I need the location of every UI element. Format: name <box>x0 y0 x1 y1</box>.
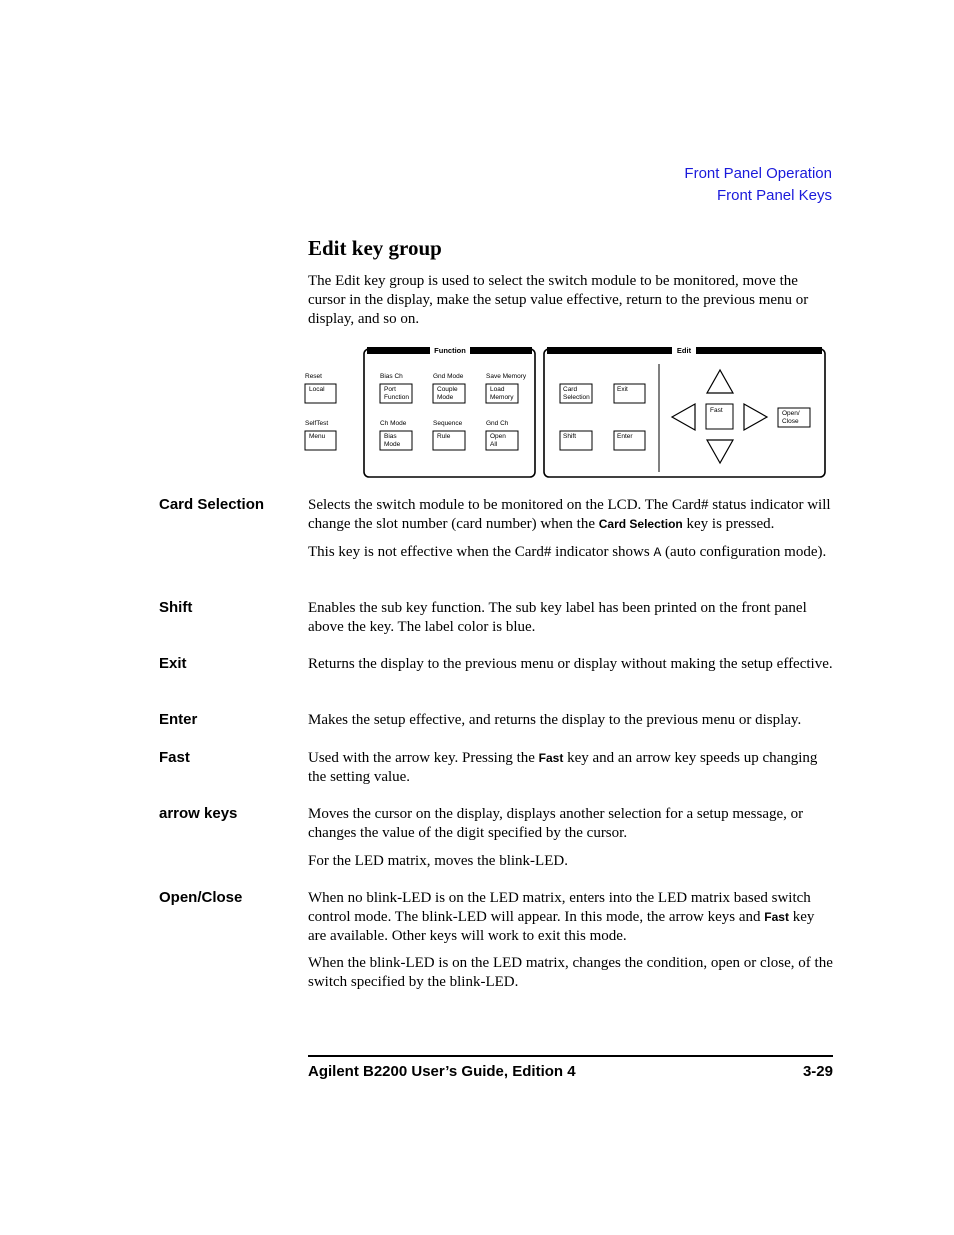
fast-key-label: Fast <box>710 407 723 414</box>
reset-label: Reset <box>305 373 322 380</box>
arrow-up-icon[interactable] <box>707 370 733 393</box>
exit-key-label: Exit <box>617 386 628 393</box>
rule-key-label: Rule <box>437 433 451 440</box>
arrow-down-icon[interactable] <box>707 440 733 463</box>
couple-mode-line2: Mode <box>437 394 454 401</box>
term-enter: Enter <box>159 711 198 728</box>
edit-label: Edit <box>676 346 692 355</box>
ch-mode-label: Ch Mode <box>380 420 407 427</box>
bias-ch-label: Bias Ch <box>380 373 403 380</box>
term-fast: Fast <box>159 749 190 766</box>
header-chapter: Front Panel Operation <box>684 165 832 182</box>
open-all-line2: All <box>490 441 498 448</box>
shift-key-label: Shift <box>563 433 577 440</box>
desc-arrow-keys-led: For the LED matrix, moves the blink-LED. <box>308 853 568 869</box>
desc-enter: Makes the setup effective, and returns the display to the previous menu or display. <box>308 712 802 728</box>
card-selection-line2: Selection <box>563 394 590 401</box>
desc-card-selection: Selects the switch module to be monitored on the LCD. The Card# status indicator will change the slot number (card number) when the Card Selection key is pressed. <box>308 497 831 532</box>
load-memory-line2: Memory <box>490 394 514 401</box>
front-panel-figure <box>300 344 830 480</box>
open-all-line1: Open <box>490 433 506 440</box>
term-arrow-keys: arrow keys <box>159 805 238 822</box>
save-memory-label: Save Memory <box>486 373 527 380</box>
desc-shift: Enables the sub key function. The sub key label has been printed on the front panel above the key. The label color is blue. <box>308 600 807 635</box>
term-shift: Shift <box>159 599 193 616</box>
bias-mode-line2: Mode <box>384 441 401 448</box>
couple-mode-line1: Couple <box>437 386 458 393</box>
load-memory-line1: Load <box>490 386 505 393</box>
local-key-label: Local <box>309 386 325 393</box>
bias-mode-line1: Bias <box>384 433 397 440</box>
desc-arrow-keys: Moves the cursor on the display, displays another selection for a setup message, or changes the value of the digit specified by the cursor. <box>308 806 804 841</box>
footer-guide-title: Agilent B2200 User’s Guide, Edition 4 <box>308 1063 576 1080</box>
inline-code-a: A <box>653 545 662 560</box>
desc-fast: Used with the arrow key. Pressing the Fast key and an arrow key speeds up changing the setting value. <box>308 750 818 785</box>
gnd-ch-label: Gnd Ch <box>486 420 509 427</box>
function-panel <box>364 349 535 477</box>
desc-open-close-blink: When the blink-LED is on the LED matrix, changes the condition, open or close, of the switch specified by the blink-LED. <box>308 955 833 990</box>
intro-paragraph: The Edit key group is used to select the switch module to be monitored, move the cursor in the display, make the setup value effective, return to the previous menu or display, and so on. <box>308 273 809 327</box>
menu-key-label: Menu <box>309 433 326 440</box>
footer-page-number: 3-29 <box>802 1063 833 1080</box>
desc-card-selection-note: This key is not effective when the Card# indicator shows A (auto configuration mode). <box>308 544 827 560</box>
open-close-line2: Close <box>782 418 799 425</box>
card-selection-line1: Card <box>563 386 578 393</box>
gnd-mode-label: Gnd Mode <box>433 373 464 380</box>
port-function-line1: Port <box>384 386 396 393</box>
footer-rule <box>308 1055 833 1057</box>
open-close-line1: Open/ <box>782 410 800 417</box>
inline-key-card-selection: Card Selection <box>598 517 683 531</box>
enter-key-label: Enter <box>617 433 633 440</box>
desc-open-close: When no blink-LED is on the LED matrix, enters into the LED matrix based switch control mode. The blink-LED will appear. In this mode, the arrow keys and Fast key are available. Other keys will work to exit this mode. <box>308 890 815 944</box>
function-label: Function <box>434 346 466 355</box>
term-card-selection: Card Selection <box>159 496 265 513</box>
section-title: Edit key group <box>308 236 442 260</box>
arrow-left-icon[interactable] <box>672 404 695 430</box>
desc-exit: Returns the display to the previous menu or display without making the setup effective. <box>308 656 833 672</box>
inline-key-fast-2: Fast <box>764 910 789 924</box>
selftest-label: SelfTest <box>305 420 329 427</box>
arrow-right-icon[interactable] <box>744 404 767 430</box>
header-section: Front Panel Keys <box>716 187 832 204</box>
sequence-label: Sequence <box>433 420 463 427</box>
inline-key-fast: Fast <box>538 751 564 765</box>
port-function-line2: Function <box>384 394 409 401</box>
term-exit: Exit <box>159 655 187 672</box>
term-open-close: Open/Close <box>159 889 243 906</box>
